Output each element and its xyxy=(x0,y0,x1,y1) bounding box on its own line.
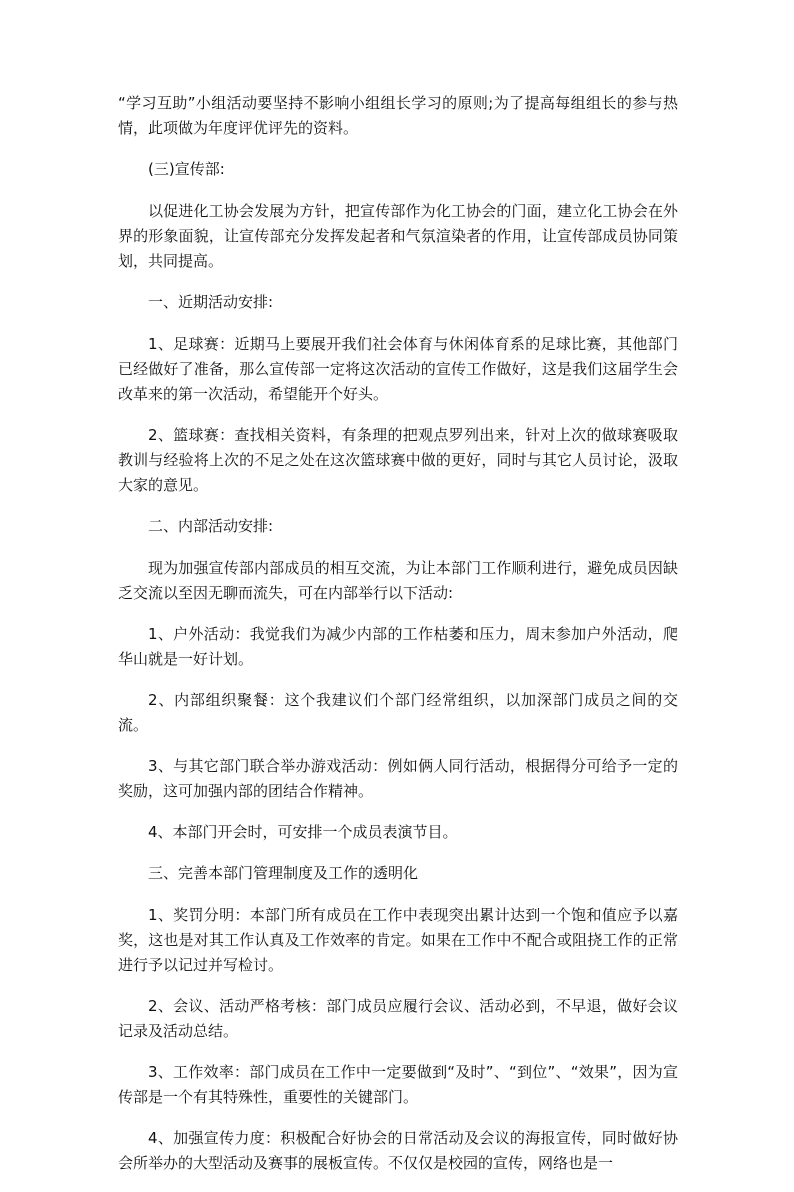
paragraph-internal-intro: 现为加强宣传部内部成员的相互交流，为让本部门工作顺利进行，避免成员因缺乏交流以至因无聊而流失，可在内部举行以下活动: xyxy=(118,559,678,602)
paragraph-outdoor: 1、户外活动：我觉我们为减少内部的工作枯萎和压力，周末参加户外活动，爬华山就是一好计划。 xyxy=(118,625,678,668)
paragraph-meeting-performance: 4、本部门开会时，可安排一个成员表演节目。 xyxy=(148,823,458,841)
paragraph-rewards: 1、奖罚分明：本部门所有成员在工作中表现突出累计达到一个饱和值应予以嘉奖，这也是对其工作认真及工作效率的肯定。如果在工作中不配合或阻挠工作的正常进行予以记过并写检讨。 xyxy=(118,906,678,974)
paragraph-publicity-intro: 以促进化工协会发展为方针，把宣传部作为化工协会的门面，建立化工协会在外界的形象面貌，让宣传部充分发挥发起者和气氛渲染者的作用，让宣传部成员协同策划，共同提高。 xyxy=(118,202,678,270)
paragraph-dinner: 2、内部组织聚餐：这个我建议们个部门经常组织，以加深部门成员之间的交流。 xyxy=(118,691,678,734)
section-heading-publicity-dept: (三)宣传部: xyxy=(148,160,225,178)
heading-internal-activities: 二、内部活动安排: xyxy=(148,517,274,535)
paragraph-basketball: 2、篮球赛：查找相关资料，有条理的把观点罗列出来，针对上次的做球赛吸取教训与经验将上次的不足之处在这次篮球赛中做的更好，同时与其它人员讨论，汲取大家的意见。 xyxy=(118,426,678,494)
paragraph-assessment: 2、会议、活动严格考核：部门成员应履行会议、活动必到，不早退，做好会议记录及活动总结。 xyxy=(118,997,678,1040)
document-body xyxy=(118,91,678,1192)
paragraph-study-group: “学习互助”小组活动要坚持不影响小组组长学习的原则;为了提高每组组长的参与热情，此项做为年度评优评先的资料。 xyxy=(118,94,678,137)
heading-management-system: 三、完善本部门管理制度及工作的透明化 xyxy=(148,864,419,882)
paragraph-joint-games: 3、与其它部门联合举办游戏活动：例如俩人同行活动，根据得分可给予一定的奖励，这可加强内部的团结合作精神。 xyxy=(118,757,678,800)
paragraph-publicity-strength: 4、加强宣传力度：积极配合好协会的日常活动及会议的海报宣传，同时做好协会所举办的大型活动及赛事的展板宣传。不仅仅是校园的宣传，网络也是一 xyxy=(118,1129,678,1172)
paragraph-football: 1、足球赛：近期马上要展开我们社会体育与休闲体育系的足球比赛，其他部门已经做好了准备，那么宣传部一定将这次活动的宣传工作做好，这是我们这届学生会改革来的第一次活动，希望能开个好头。 xyxy=(118,335,678,403)
paragraph-efficiency: 3、工作效率：部门成员在工作中一定要做到“及时”、“到位”、“效果”，因为宣传部是一个有其特殊性，重要性的关键部门。 xyxy=(118,1063,678,1106)
heading-recent-activities: 一、近期活动安排: xyxy=(148,293,274,311)
